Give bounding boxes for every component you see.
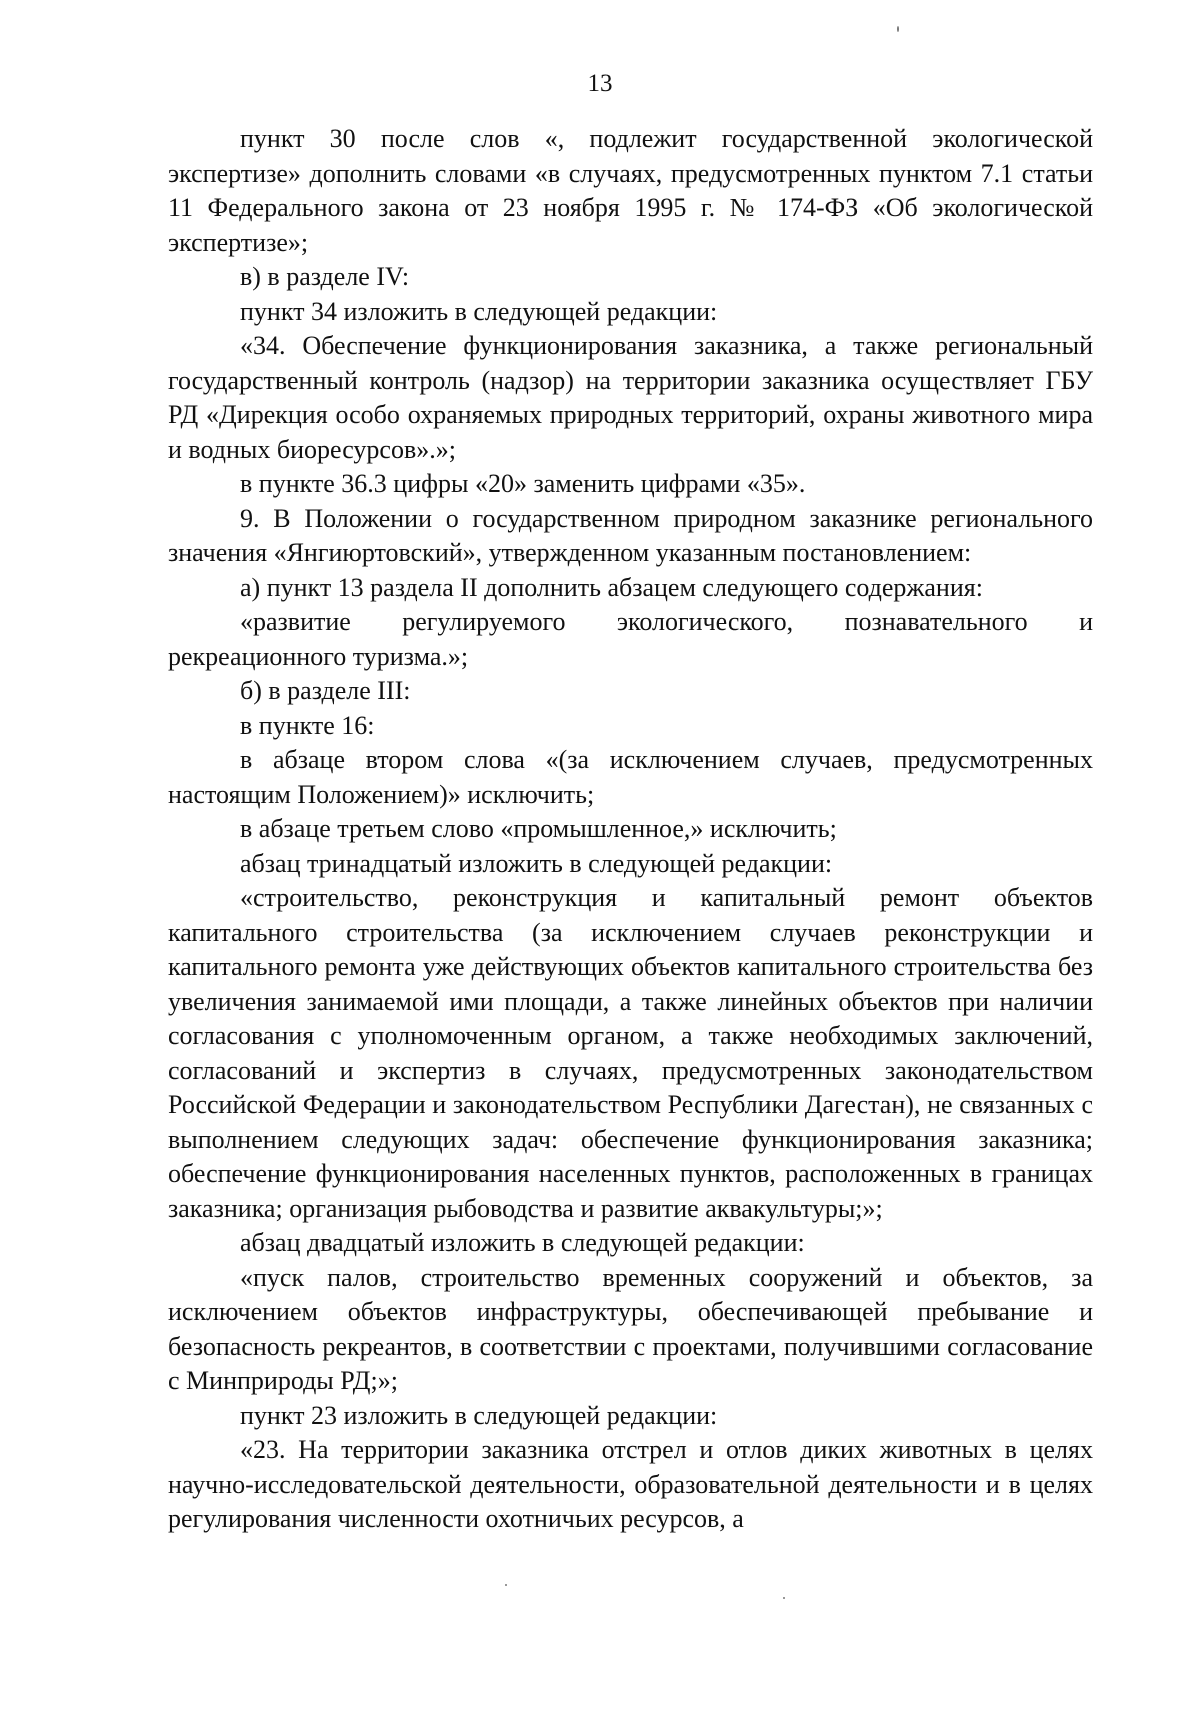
scan-speck <box>897 26 899 32</box>
paragraph: «23. На территории заказника отстрел и отлов диких животных в целях научно-исследовательской деятельности, образовательной деятельности и в целях регулирования численности охотничьих ресурсов, а <box>168 1435 1093 1533</box>
paragraph: «34. Обеспечение функционирования заказника, а также региональный государственный контроль (надзор) на территории заказника осуществляет ГБУ РД «Дирекция особо охраняемых природных территорий, охраны животного мира и водных биоресурсов».»; <box>168 331 1093 464</box>
paragraph: 9. В Положении о государственном природном заказнике регионального значения «Янгиюртовский», утвержденном указанным постановлением: <box>168 503 1093 567</box>
paragraph: а) пункт 13 раздела II дополнить абзацем следующего содержания: <box>240 572 983 602</box>
scan-speck <box>783 1597 785 1599</box>
paragraph: в абзаце втором слова «(за исключением случаев, предусмотренных настоящим Положением)» исключить; <box>168 745 1093 809</box>
paragraph: абзац двадцатый изложить в следующей редакции: <box>240 1228 805 1257</box>
paragraph: в абзаце третьем слово «промышленное,» исключить; <box>240 814 837 843</box>
paragraph: б) в разделе III: <box>240 676 411 705</box>
paragraph: пункт 30 после слов «, подлежит государственной экологической экспертизе» дополнить словами «в случаях, предусмотренных пунктом 7.1 статьи 11 Федерального закона от 23 ноября 1995 г. № 174-ФЗ «Об экологической экспертизе»; <box>168 124 1093 257</box>
document-body <box>168 122 1093 1537</box>
paragraph: в пункте 16: <box>240 710 375 740</box>
paragraph: в) в разделе IV: <box>240 262 410 291</box>
paragraph: «строительство, реконструкция и капитальный ремонт объектов капитального строительства (за исключением случаев реконструкции и капитального ремонта уже действующих объектов капитального строительства без увеличения занимаемой ими площади, а также линейных объектов при наличии согласования с уполномоченным органом, а также необходимых заключений, согласований и экспертиз в случаях, предусмотренных законодательством Российской Федерации и законодательством Республики Дагестан), не связанных с выполнением следующих задач: обеспечение функционирования заказника; обеспечение функционирования населенных пунктов, расположенных в границах заказника; организация рыбоводства и развитие аквакультуры;»; <box>168 883 1093 1223</box>
scan-speck <box>505 1584 507 1586</box>
page-number: 13 <box>587 70 613 97</box>
paragraph: абзац тринадцатый изложить в следующей редакции: <box>240 848 833 878</box>
paragraph: «пуск палов, строительство временных сооружений и объектов, за исключением объектов инфраструктуры, обеспечивающей пребывание и безопасность рекреантов, в соответствии с проектами, получившими согласование с Минприроды РД;»; <box>168 1262 1093 1395</box>
paragraph: «развитие регулируемого экологического, познавательного и рекреационного туризма.»; <box>168 607 1093 671</box>
paragraph: пункт 34 изложить в следующей редакции: <box>240 296 718 326</box>
paragraph: пункт 23 изложить в следующей редакции: <box>240 1400 718 1430</box>
paragraph: в пункте 36.3 цифры «20» заменить цифрами «35». <box>240 469 806 498</box>
